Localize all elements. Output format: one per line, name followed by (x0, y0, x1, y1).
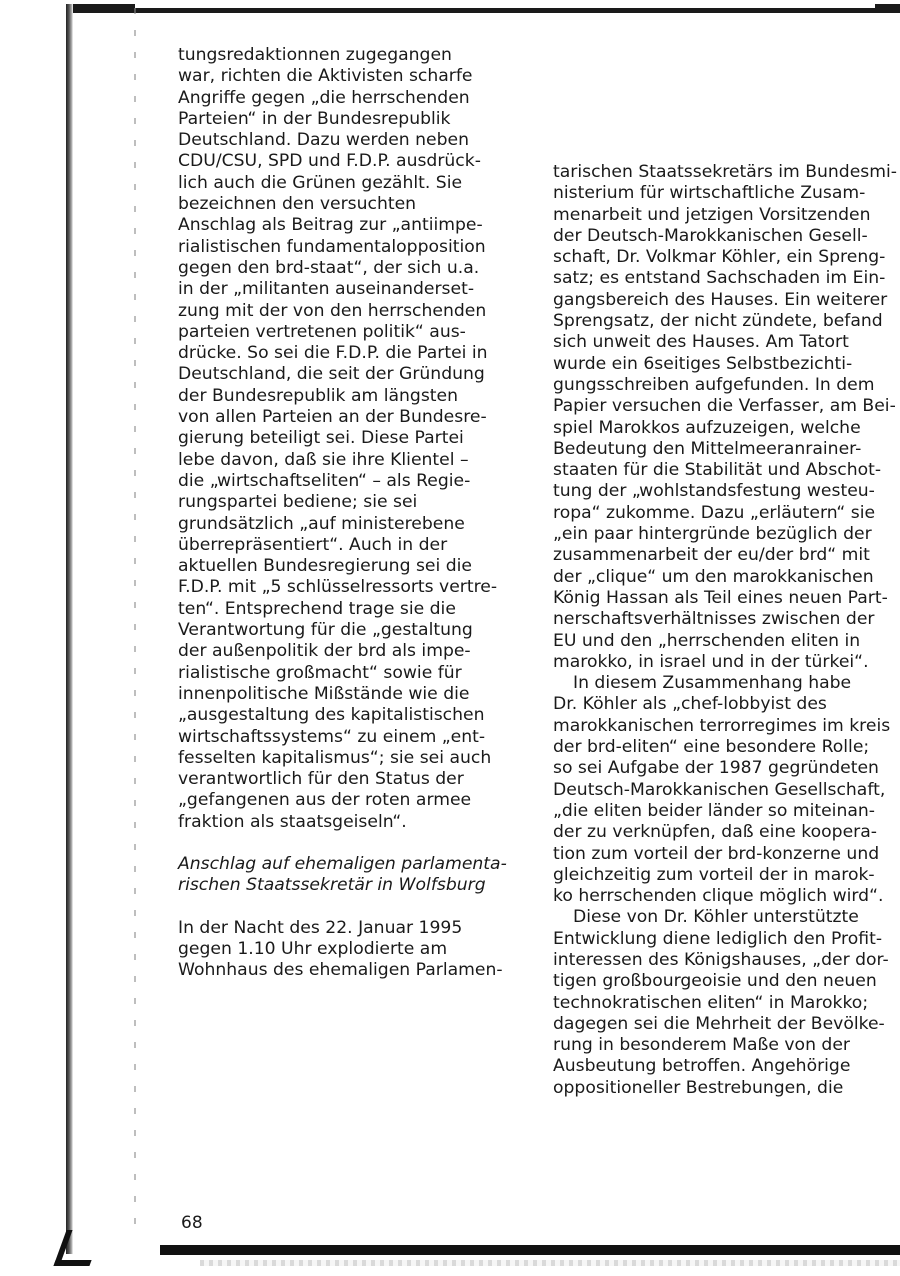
text-line: drücke. So sei die F.D.P. die Partei in (178, 343, 488, 364)
text-line: Angriffe gegen „die herrschenden (178, 87, 470, 108)
left-paragraph-2 (178, 918, 523, 982)
text-line: F.D.P. mit „5 schlüsselressorts vertre- (178, 577, 498, 598)
scan-corner-mark (53, 1230, 102, 1266)
text-line: gierung beteiligt sei. Diese Partei (178, 428, 464, 449)
text-line: schaft, Dr. Volkmar Köhler, ein Spreng- (553, 247, 886, 268)
text-line: lich auch die Grünen gezählt. Sie (178, 172, 463, 193)
text-line: wirtschaftssystems“ zu einem „ent- (178, 726, 486, 747)
text-line: verantwortlich für den Status der (178, 769, 464, 790)
text-line: so sei Aufgabe der 1987 gegründeten (553, 758, 879, 779)
text-line: Papier versuchen die Verfasser, am Bei- (553, 396, 896, 417)
text-line: CDU/CSU, SPD und F.D.P. ausdrück- (178, 151, 481, 172)
text-line: tarischen Staatssekretärs im Bundesmi- (553, 162, 897, 182)
text-line: wurde ein 6seitiges Selbstbezichti- (553, 353, 853, 374)
text-line: Anschlag auf ehemaligen parlamenta- (178, 853, 507, 874)
text-line: überrepräsentiert“. Auch in der (178, 534, 448, 555)
text-line: sich unweit des Hauses. Am Tatort (553, 332, 849, 353)
text-line: Ausbeutung betroffen. Angehörige (553, 1056, 851, 1077)
text-line: Parteien“ in der Bundesrepublik (178, 108, 451, 129)
paragraph-spacer (178, 897, 523, 918)
text-line: der brd-eliten“ eine besondere Rolle; (553, 737, 870, 758)
text-line: tion zum vorteil der brd-konzerne und (553, 843, 880, 864)
text-line: staaten für die Stabilität und Abschot- (553, 460, 882, 481)
scan-noise-bottom (200, 1260, 900, 1266)
text-line: Dr. Köhler als „chef-lobbyist des (553, 694, 827, 715)
scan-border-top-gap (135, 4, 875, 8)
text-line: tung der „wohlstandsfestung westeu- (553, 481, 875, 502)
text-line: Deutschland. Dazu werden neben (178, 130, 470, 151)
text-line: „die eliten beider länder so miteinan- (553, 800, 875, 821)
text-line: zung mit der von den herrschenden (178, 300, 487, 321)
text-line: Deutsch-Marokkanischen Gesellschaft, (553, 779, 886, 800)
text-line: der außenpolitik der brd als impe- (178, 641, 471, 662)
text-line: zusammenarbeit der eu/der brd“ mit (553, 545, 870, 566)
text-line: parteien vertretenen politik“ aus- (178, 321, 466, 342)
text-line: ko herrschenden clique möglich wird“. (553, 886, 884, 907)
text-line: von allen Parteien an der Bundesre- (178, 407, 487, 428)
text-line: dagegen sei die Mehrheit der Bevölke- (553, 1013, 885, 1034)
text-line: gangsbereich des Hauses. Ein weiterer (553, 289, 888, 310)
text-line: der Deutsch-Marokkanischen Gesell- (553, 225, 868, 246)
text-line: König Hassan als Teil eines neuen Part- (553, 587, 888, 608)
text-line: fraktion als staatsgeiseln“. (178, 811, 407, 832)
text-line: marokko, in israel und in der türkei“. (553, 651, 869, 672)
text-line: Verantwortung für die „gestaltung (178, 620, 473, 641)
scan-border-bottom (160, 1245, 900, 1255)
text-line: rialistische großmacht“ sowie für (178, 662, 462, 683)
text-line: fesselten kapitalismus“; sie sei auch (178, 747, 492, 768)
right-column (553, 162, 898, 1099)
text-line: der zu verknüpfen, daß eine koopera- (553, 822, 877, 843)
text-line: lebe davon, daß sie ihre Klientel – (178, 449, 469, 470)
text-line: EU und den „herrschenden eliten in (553, 630, 861, 651)
text-line: marokkanischen terrorregimes im kreis (553, 715, 891, 736)
text-line: grundsätzlich „auf ministerebene (178, 513, 465, 534)
right-paragraph-3 (553, 907, 898, 1099)
text-line: Anschlag als Beitrag zur „antiimpe- (178, 215, 483, 236)
text-line: spiel Marokkos aufzuzeigen, welche (553, 417, 861, 438)
left-paragraph-1 (178, 45, 523, 833)
right-paragraph-1 (553, 162, 898, 673)
text-line: In der Nacht des 22. Januar 1995 (178, 917, 463, 938)
text-line: Deutschland, die seit der Gründung (178, 364, 485, 385)
text-line: tigen großbourgeoisie und den neuen (553, 971, 877, 992)
scan-border-left (66, 4, 73, 1254)
paragraph-spacer (178, 833, 523, 854)
text-line: Entwicklung diene lediglich den Profit- (553, 928, 883, 949)
text-line: bezeichnen den versuchten (178, 194, 417, 215)
section-heading (178, 854, 523, 897)
text-line: Diese von Dr. Köhler unterstützte (573, 907, 859, 928)
text-line: tungsredaktionnen zugegangen (178, 45, 452, 65)
text-line: „gefangenen aus der roten armee (178, 790, 472, 811)
text-line: rialistischen fundamentalopposition (178, 236, 486, 257)
text-line: Sprengsatz, der nicht zündete, befand (553, 311, 883, 332)
text-line: technokratischen eliten“ in Marokko; (553, 992, 869, 1013)
text-line: In diesem Zusammenhang habe (573, 673, 852, 694)
text-line: gegen den brd-staat“, der sich u.a. (178, 257, 480, 278)
text-line: gleichzeitig zum vorteil der in marok- (553, 864, 875, 885)
text-line: rungspartei bediene; sie sei (178, 492, 418, 513)
right-paragraph-2 (553, 673, 898, 907)
text-line: Wohnhaus des ehemaligen Parlamen- (178, 960, 503, 981)
left-column (178, 45, 523, 981)
text-line: aktuellen Bundesregierung sei die (178, 556, 472, 577)
text-line: der Bundesrepublik am längsten (178, 385, 458, 406)
text-line: innenpolitische Mißstände wie die (178, 683, 470, 704)
text-line: in der „militanten auseinanderset- (178, 279, 475, 300)
text-line: menarbeit und jetzigen Vorsitzenden (553, 204, 871, 225)
page-number: 68 (181, 1213, 203, 1233)
text-line: rischen Staatssekretär in Wolfsburg (178, 875, 486, 896)
text-line: interessen des Königshauses, „der dor- (553, 949, 889, 970)
text-line: nisterium für wirtschaftliche Zusam- (553, 183, 866, 204)
text-line: gegen 1.10 Uhr explodierte am (178, 938, 448, 959)
text-line: die „wirtschaftseliten“ – als Regie- (178, 470, 471, 491)
text-line: „ein paar hintergründe bezüglich der (553, 524, 872, 545)
margin-artifact (134, 8, 136, 1228)
text-line: satz; es entstand Sachschaden im Ein- (553, 268, 886, 289)
text-line: oppositioneller Bestrebungen, die (553, 1077, 844, 1098)
text-line: der „clique“ um den marokkanischen (553, 566, 874, 587)
text-line: nerschaftsverhältnisses zwischen der (553, 609, 875, 630)
text-line: Bedeutung den Mittelmeeranrainer- (553, 438, 862, 459)
text-line: gungsschreiben aufgefunden. In dem (553, 374, 875, 395)
text-line: rung in besonderem Maße von der (553, 1035, 850, 1056)
text-line: war, richten die Aktivisten scharfe (178, 66, 473, 87)
text-line: „ausgestaltung des kapitalistischen (178, 705, 485, 726)
text-line: ropa“ zukomme. Dazu „erläutern“ sie (553, 502, 876, 523)
text-line: ten“. Entsprechend trage sie die (178, 598, 456, 619)
